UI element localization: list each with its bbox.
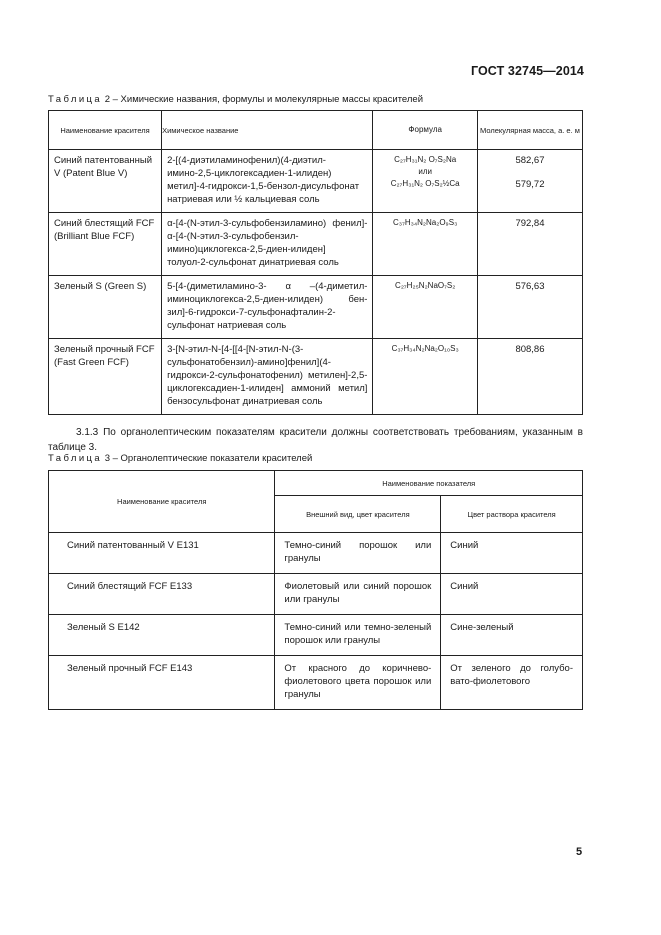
table3-cell-color: Сине-зеленый (441, 615, 583, 656)
table2-cell-chem: α-[4-(N-этил-3-сульфобензиламино) фенил]-α-[4-(N-этил-3-сульфобензил-имино)циклогекса-2,5-диен-илиден] толуол-2-сульфонат динатриевая соль (162, 213, 373, 276)
table-row (49, 533, 583, 574)
table2-header-mass: Молекулярная масса, а. е. м (477, 111, 582, 150)
table3-caption (48, 453, 312, 464)
table3-cell-color: Синий (441, 574, 583, 615)
table-row (49, 615, 583, 656)
table3-header-row (49, 471, 583, 496)
table-row (49, 150, 583, 213)
table2-cell-name: Синий патентованный V (Patent Blue V) (49, 150, 162, 213)
table2-caption-text: 2 – Химические названия, формулы и молекулярные массы красителей (102, 94, 424, 105)
table2-cell-mass: 792,84 (477, 213, 582, 276)
formula-b: C₂₇H₃₁N₂ O₇S₂½Ca (390, 179, 460, 188)
table3-caption-text: 3 – Органолептические показатели красителей (102, 453, 313, 464)
table2-cell-mass: 808,86 (477, 339, 582, 415)
mass-b: 579,72 (515, 179, 545, 190)
table2-cell-formula (373, 150, 478, 213)
table2-cell-name: Зеленый S (Green S) (49, 276, 162, 339)
table-3 (48, 470, 583, 710)
table3-cell-color: Синий (441, 533, 583, 574)
table3-cell-name: Синий блестящий FCF E133 (49, 574, 275, 615)
table2-header-formula: Формула (373, 111, 478, 150)
table3-header-look: Внешний вид, цвет красителя (275, 496, 441, 533)
table2-cell-name: Синий блестящий FCF (Brilliant Blue FCF) (49, 213, 162, 276)
standard-code: ГОСТ 32745—2014 (470, 64, 584, 78)
table-row (49, 213, 583, 276)
table2-cell-chem: 2-[(4-диэтиламинофенил)(4-диэтил-имино-2,5-циклогексадиен-1-илиден) метил]-4-гидрокси-1,5-бензол-дисульфонат натриевая или ½ кальциевая соль (162, 150, 373, 213)
page-number: 5 (576, 846, 583, 858)
table3-cell-look: От красного до коричнево-фиолетового цвета порошок или гранулы (275, 656, 441, 710)
table3-cell-look: Темно-синий порошок или гранулы (275, 533, 441, 574)
mass-a: 582,67 (515, 155, 545, 166)
formula-or: или (418, 167, 432, 176)
table3-header-name: Наименование красителя (49, 471, 275, 533)
table2-cell-chem: 5-[4-(диметиламино-3- α –(4-диметил-иминоциклогекса-2,5-диен-илиден) бен-зил]-6-гидрокси-7-сульфонафталин-2-сульфонат натриевая соль (162, 276, 373, 339)
table2-header-name: Наименование красителя (49, 111, 162, 150)
table-row (49, 339, 583, 415)
table3-caption-word: Таблица (48, 453, 103, 464)
table2-cell-name: Зеленый прочный FCF (Fast Green FCF) (49, 339, 162, 415)
table2-header-chem: Химическое название (162, 111, 373, 150)
table-row (49, 656, 583, 710)
table3-cell-name: Зеленый прочный FCF E143 (49, 656, 275, 710)
table2-caption (48, 94, 423, 105)
table3-cell-look: Фиолетовый или синий порошок или гранулы (275, 574, 441, 615)
table-2 (48, 110, 583, 415)
table2-cell-mass (477, 150, 582, 213)
table3-header-group: Наименование показателя (275, 471, 583, 496)
table2-cell-formula: C₃₇H₃₄N₂Na₂O₉S₃ (373, 213, 478, 276)
table2-cell-mass: 576,63 (477, 276, 582, 339)
table2-header-row (49, 111, 583, 150)
table3-cell-name: Зеленый S E142 (49, 615, 275, 656)
table2-caption-word: Таблица (48, 94, 103, 105)
table2-cell-formula: C₃₇H₃₄N₂Na₂O₁₀S₃ (373, 339, 478, 415)
table2-cell-chem: 3-[N-этил-N-[4-[[4-[N-этил-N-(3-сульфонатобензил)-амино]фенил](4-гидрокси-2-сульфонатофенил) метилен]-2,5-циклогексадиен-1-илиден] аммоний метил] бензосульфонат динатриевая соль (162, 339, 373, 415)
paragraph-3-1-3: 3.1.3 По органолептическим показателям красители должны соответствовать требованиям, указанным в таблице 3. (48, 427, 583, 453)
table3-cell-look: Темно-синий или темно-зеленый порошок или гранулы (275, 615, 441, 656)
table-row (49, 276, 583, 339)
table-row (49, 574, 583, 615)
table2-cell-formula: C₂₇H₂₅N₂NaO₇S₂ (373, 276, 478, 339)
formula-a: C₂₇H₃₁N₂ O₇S₂Na (394, 155, 457, 164)
table3-header-color: Цвет раствора красителя (441, 496, 583, 533)
table3-cell-name: Синий патентованный V E131 (49, 533, 275, 574)
table3-cell-color: От зеленого до голубо-вато-фиолетового (441, 656, 583, 710)
